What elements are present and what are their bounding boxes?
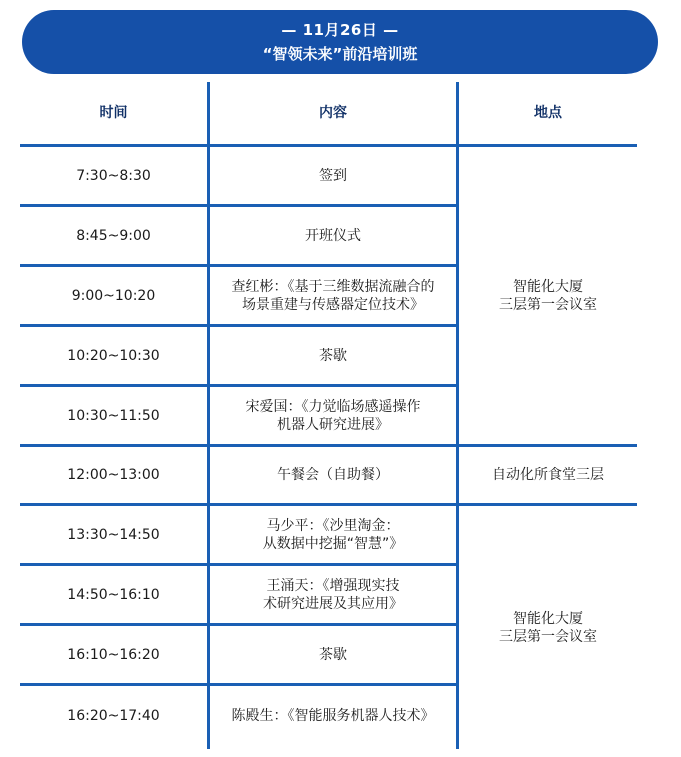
row-time: 8:45~9:00 xyxy=(76,227,151,244)
row-time: 9:00~10:20 xyxy=(71,287,156,304)
row-content xyxy=(210,207,456,264)
banner-date: — 11月26日 — xyxy=(281,21,399,39)
row-time: 7:30~8:30 xyxy=(76,167,151,184)
location-cell xyxy=(459,147,637,444)
row-content xyxy=(210,267,456,324)
content-line: 陈殿生：《智能服务机器人技术》 xyxy=(231,708,435,724)
location-line: 智能化大厦 xyxy=(513,610,583,627)
location-line: 智能化大厦 xyxy=(513,278,583,295)
content-line: 场景重建与传感器定位技术》 xyxy=(242,296,424,313)
row-time: 10:20~10:30 xyxy=(67,347,160,364)
row-content xyxy=(210,387,456,444)
content-line: 宋爱国：《力觉临场感遥操作 xyxy=(245,398,421,415)
content-line: 签到 xyxy=(319,167,347,184)
location-cell xyxy=(459,506,637,749)
row-content xyxy=(210,566,456,623)
row-content xyxy=(210,506,456,563)
content-line: 茶歇 xyxy=(319,646,347,663)
content-line: 茶歇 xyxy=(319,347,347,364)
location-line: 自动化所食堂三层 xyxy=(492,467,604,483)
row-content xyxy=(210,686,456,746)
row-content xyxy=(210,447,456,503)
content-line: 从数据中挖掘“智慧”》 xyxy=(262,535,404,552)
content-line: 开班仪式 xyxy=(305,227,361,244)
row-time: 13:30~14:50 xyxy=(67,526,160,543)
content-line: 马少平：《沙里淘金： xyxy=(266,517,400,534)
row-time: 16:10~16:20 xyxy=(67,646,160,663)
location-line: 三层第一会议室 xyxy=(499,628,597,645)
row-time: 12:00~13:00 xyxy=(67,467,160,483)
row-content xyxy=(210,327,456,384)
content-line: 王涌天：《增强现实技 xyxy=(266,577,400,594)
row-time: 16:20~17:40 xyxy=(67,708,160,724)
content-line: 机器人研究进展》 xyxy=(277,416,389,433)
location-line: 三层第一会议室 xyxy=(499,296,597,313)
content-line: 午餐会（自助餐） xyxy=(277,467,389,483)
column-header-time: 时间 xyxy=(99,105,128,121)
column-header-location: 地点 xyxy=(534,105,562,121)
row-time: 10:30~11:50 xyxy=(67,407,160,424)
row-time: 14:50~16:10 xyxy=(67,586,160,603)
content-line: 术研究进展及其应用》 xyxy=(263,595,403,612)
column-header-content: 内容 xyxy=(319,105,347,121)
banner-title: “智领未来”前沿培训班 xyxy=(262,45,418,63)
row-content xyxy=(210,626,456,683)
content-line: 查红彬：《基于三维数据流融合的 xyxy=(231,278,435,295)
row-content xyxy=(210,147,456,204)
location-cell xyxy=(459,447,637,503)
